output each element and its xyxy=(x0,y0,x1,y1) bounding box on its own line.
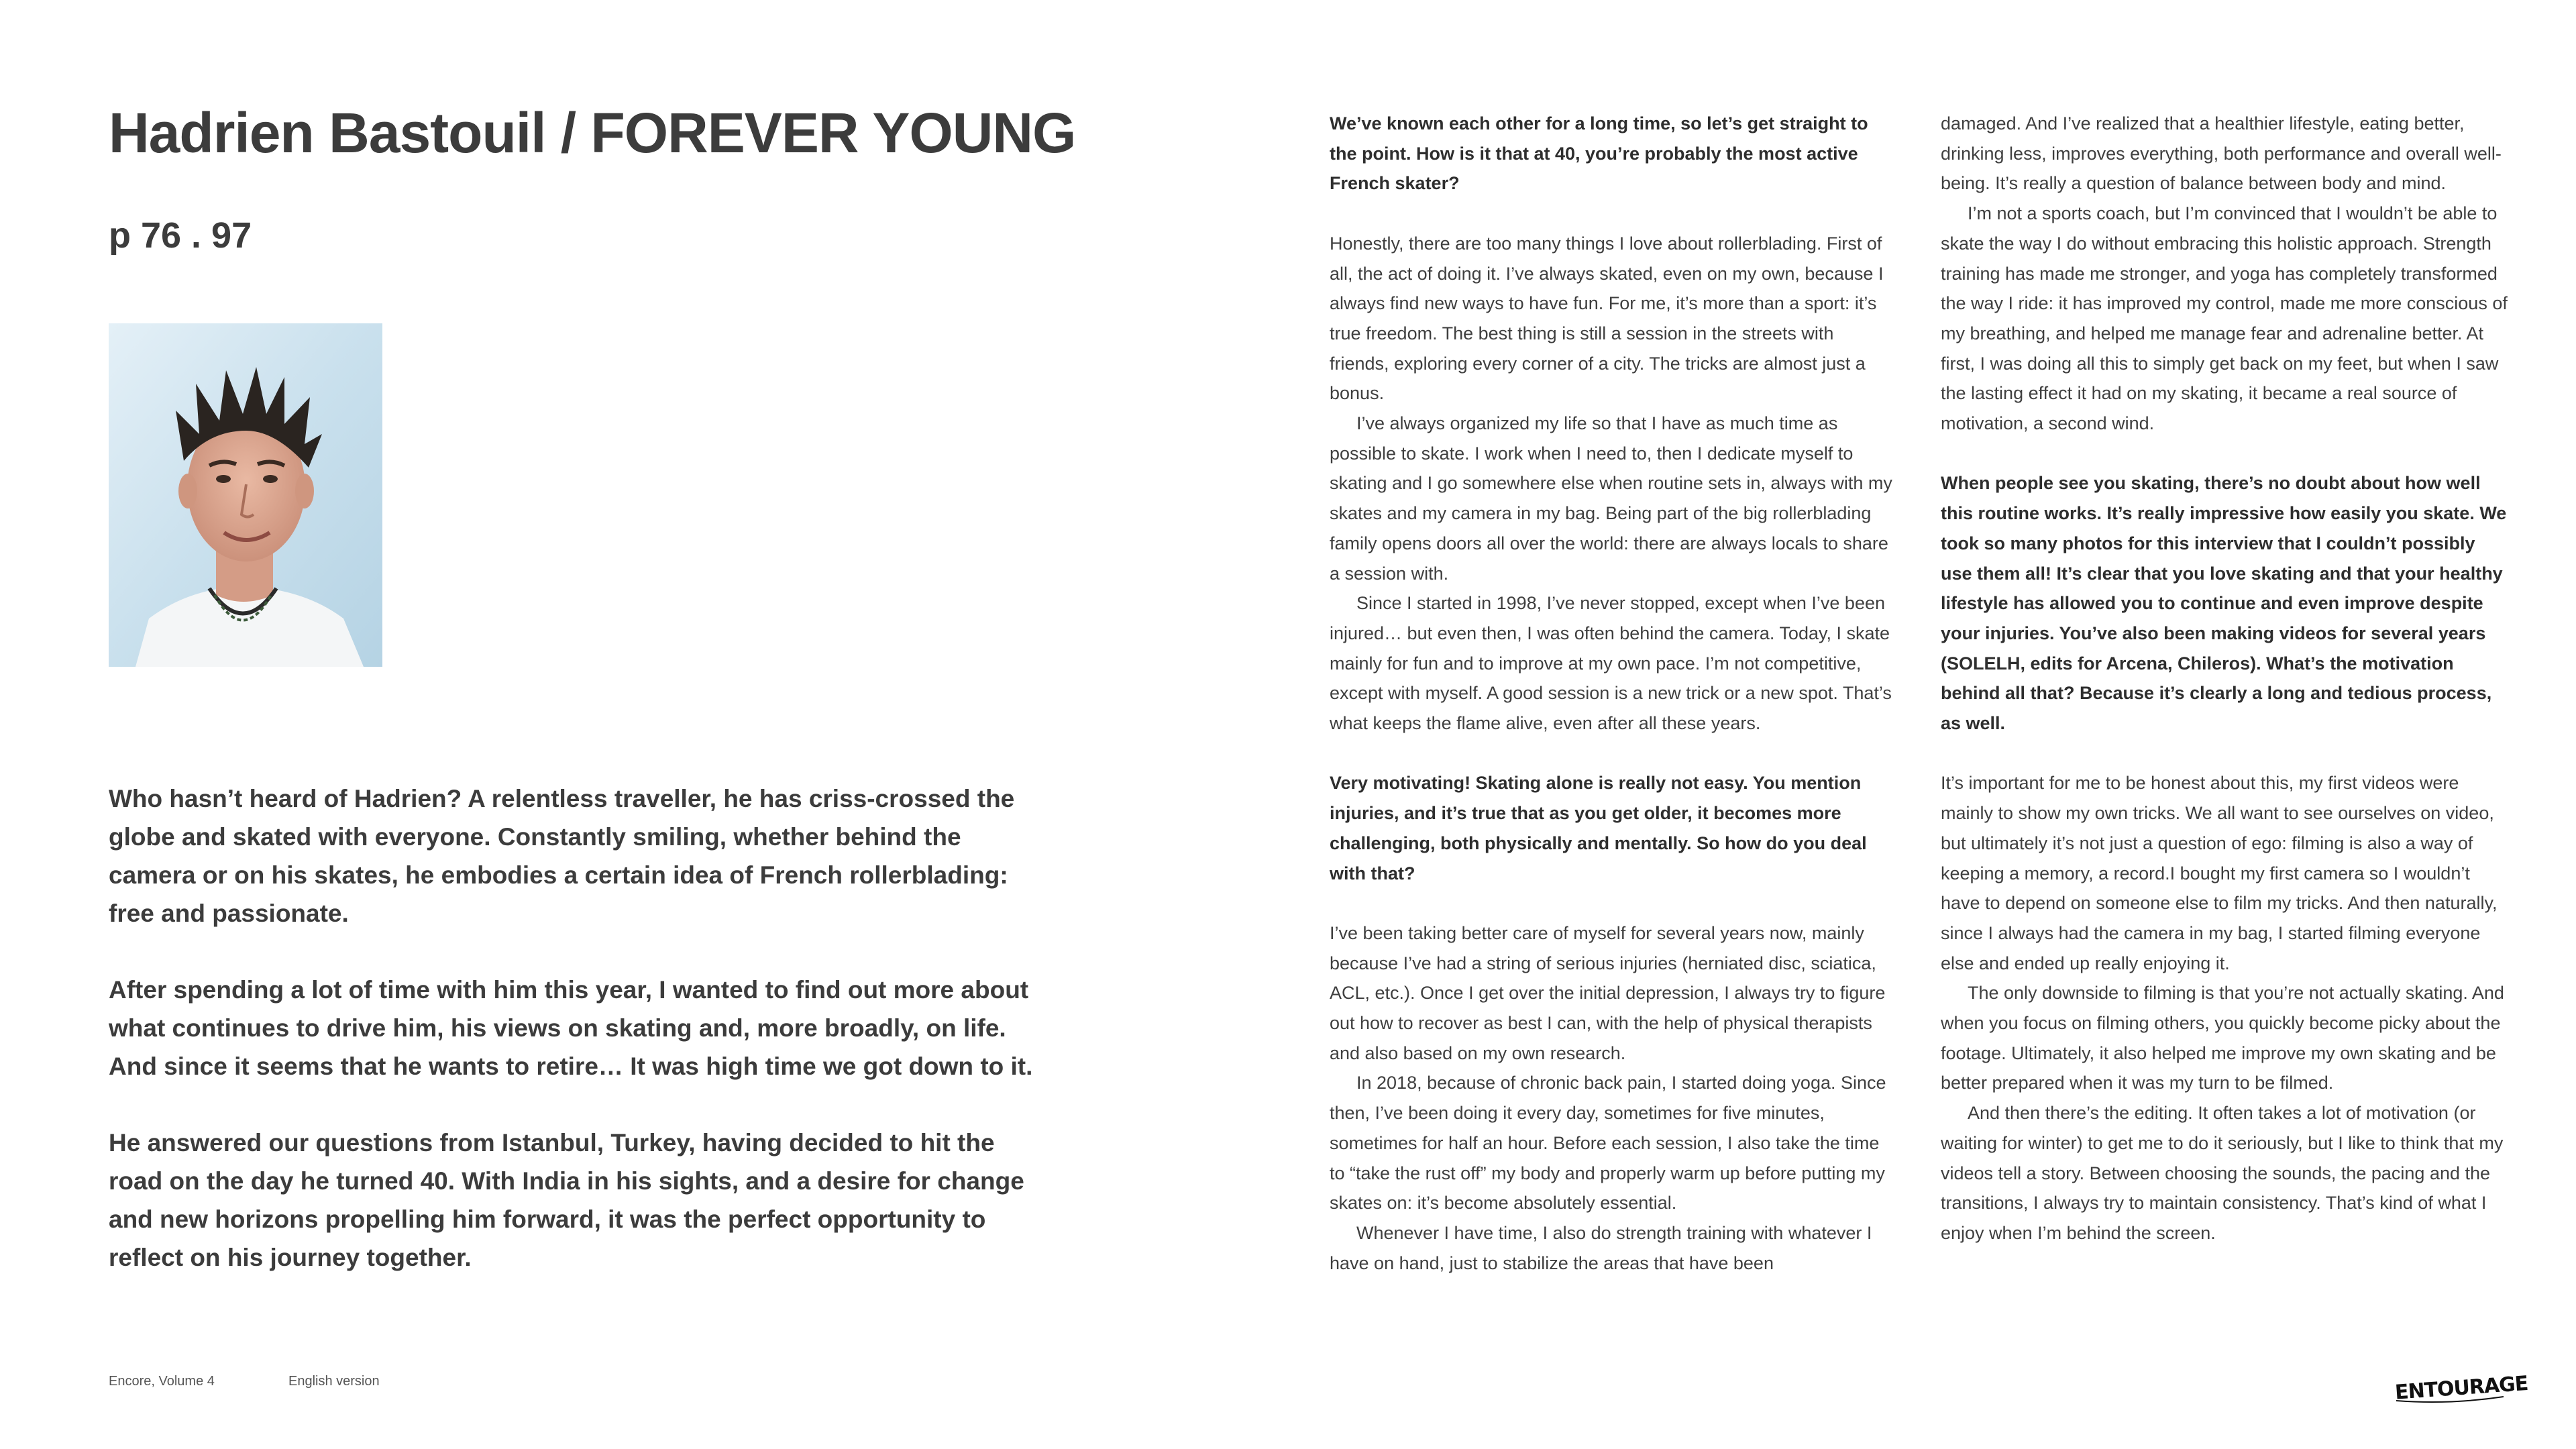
interview-answer: It’s important for me to be honest about this, my first videos were mainly to show my own tricks. We all want to see ourselves on video, but ultimately it’s not just a question of ego: filming is also a way of keeping a memory, a record.I bought my first camera so I wouldn’t have to depend on someone else to film my tricks. And then naturally, since I always had the camera in my bag, I started filming everyone else and ended up really enjoying it. xyxy=(1941,773,2498,973)
interview-question: When people see you skating, there’s no doubt about how well this routine works. It’s really impressive how easily you skate. We took so many photos for this interview that I couldn’t possibly use them all! It’s clear that you love skating and that your healthy lifestyle has allowed you to continue and even improve despite your injuries. You’ve also been making videos for several years (SOLELH, edits for Arcena, Chileros). What’s the motivation behind all that? Because it’s clearly a long and tedious process, as well. xyxy=(1941,473,2507,734)
interview-column-2 xyxy=(1941,109,2508,1248)
footer-language: English version xyxy=(288,1374,380,1389)
intro-paragraph: After spending a lot of time with him this year, I wanted to find out more about what continues to drive him, his views on skating and, more broadly, on life. And since it seems that he wants to retire… It was high time we got down to it. xyxy=(109,976,1033,1080)
interview-answer: I’m not a sports coach, but I’m convinced that I wouldn’t be able to skate the way I do without embracing this holistic approach. Strength training has made me stronger, and yoga has completely transformed the way I ride: it has improved my control, made me more conscious of my breathing, and helped me manage fear and adrenaline better. At first, I was doing all this to simply get back on my feet, but when I saw the lasting effect it had on my skating, it became a real source of motivation, a second wind. xyxy=(1941,203,2508,434)
interview-answer: Whenever I have time, I also do strength training with whatever I have on hand, just to stabilize the areas that have been xyxy=(1330,1222,1872,1273)
footer-publication: Encore, Volume 4 xyxy=(109,1374,215,1389)
intro-text xyxy=(109,780,1034,1315)
interview-answer: Since I started in 1998, I’ve never stopped, except when I’ve been injured… but even then, I was often behind the camera. Today, I skate mainly for fun and to improve at my own pace. I’m not competitive, except with myself. A good session is a new trick or a new spot. That’s what keeps the flame alive, even after all these years. xyxy=(1330,593,1892,734)
intro-paragraph: Who hasn’t heard of Hadrien? A relentless traveller, he has criss-crossed the globe and skated with everyone. Constantly smiling, whether behind the camera or on his skates, he embodies a certain idea of French rollerblading: free and passionate. xyxy=(109,785,1015,927)
page-reference: p 76 . 97 xyxy=(109,215,252,256)
interview-answer: The only downside to filming is that you’re not actually skating. And when you focus on filming others, you quickly become picky about the footage. Ultimately, it also helped me improve my own skating and be better prepared when it was my turn to be filmed. xyxy=(1941,983,2504,1093)
interview-answer: I’ve always organized my life so that I have as much time as possible to skate. I work when I need to, then I dedicate myself to skating and I go somewhere else when routine sets in, always with my skates and my camera in my bag. Being part of the big rollerblading family opens doors all over the world: there are always locals to share a session with. xyxy=(1330,413,1892,584)
page-title: Hadrien Bastouil / FOREVER YOUNG xyxy=(109,101,1076,164)
logo-text: ENTOURAGE xyxy=(2394,1371,2529,1405)
interview-answer: I’ve been taking better care of myself for several years now, mainly because I’ve had a string of serious injuries (herniated disc, sciatica, ACL, etc.). Once I get over the initial depression, I always try to figure out how to recover as best I can, with the help of physical therapists and also based on my own research. xyxy=(1330,922,1886,1063)
interview-answer: In 2018, because of chronic back pain, I started doing yoga. Since then, I’ve been doing it every day, sometimes for five minutes, sometimes for half an hour. Before each session, I also take the time to “take the rust off” my body and properly warm up before putting my skates on: it’s become absolutely essential. xyxy=(1330,1073,1886,1214)
portrait-illustration xyxy=(109,323,382,667)
interview-column-1 xyxy=(1330,109,1896,1278)
interview-answer: damaged. And I’ve realized that a healthier lifestyle, eating better, drinking less, improves everything, both performance and overall well-being. It’s really a question of balance between body and mind. xyxy=(1941,113,2502,194)
interview-question: Very motivating! Skating alone is really not easy. You mention injuries, and it’s true that as you get older, it becomes more challenging, both physically and mentally. So how do you deal with that? xyxy=(1330,773,1867,883)
portrait-photo xyxy=(109,323,382,667)
entourage-logo xyxy=(2392,1368,2529,1409)
intro-paragraph: He answered our questions from Istanbul, Turkey, having decided to hit the road on the day he turned 40. With India in his sights, and a desire for change and new horizons propelling him forward, it was the perfect opportunity to reflect on his journey together. xyxy=(109,1129,1024,1271)
interview-answer: And then there’s the editing. It often takes a lot of motivation (or waiting for winter) to get me to do it seriously, but I like to think that my videos tell a story. Between choosing the sounds, the pacing and the transitions, I always try to maintain consistency. That’s kind of what I enjoy when I’m behind the screen. xyxy=(1941,1103,2504,1243)
interview-question: We’ve known each other for a long time, so let’s get straight to the point. How is it that at 40, you’re probably the most active French skater? xyxy=(1330,113,1868,194)
interview-answer: Honestly, there are too many things I love about rollerblading. First of all, the act of doing it. I’ve always skated, even on my own, because I always find new ways to have fun. For me, it’s more than a sport: it’s true freedom. The best thing is still a session in the streets with friends, exploring every corner of a city. The tricks are almost just a bonus. xyxy=(1330,233,1884,404)
